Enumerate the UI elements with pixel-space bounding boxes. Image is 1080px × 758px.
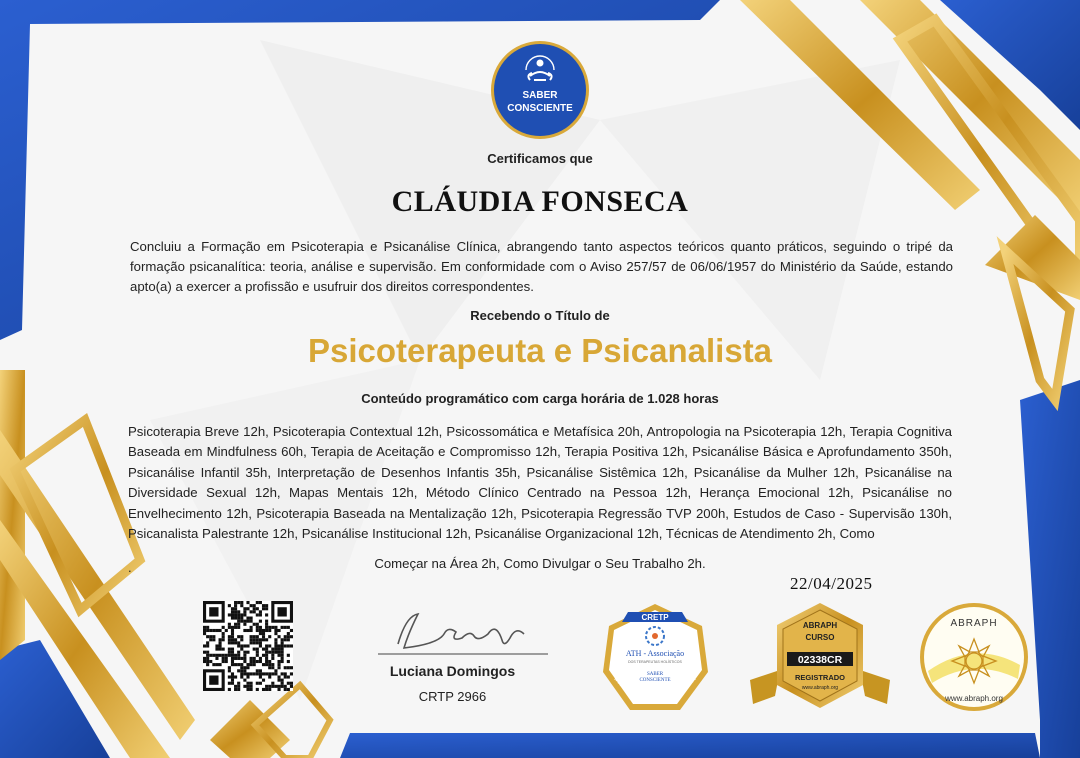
svg-text:www.abraph.org: www.abraph.org (801, 685, 839, 691)
intro-paragraph: Concluiu a Formação em Psicoterapia e Psicanálise Clínica, abrangendo tanto aspectos teóricos quanto práticos, seguindo o tripé da formação psicanalítica: teoria, análise e supervisão. Em conformidade com o Aviso 257/57 de 06/06/1957 do Ministério da Saúde, estando apto(a) a exercer a profissão e usufruir dos direitos correspondentes. (130, 239, 953, 294)
svg-text:SABER: SABER (646, 672, 664, 677)
svg-text:INSTITUIÇÃO CREDENCIADA: INSTITUIÇÃO CREDENCIADA (612, 675, 698, 706)
abraph-seal (918, 601, 1030, 713)
svg-text:REGISTRADO: REGISTRADO (794, 673, 846, 682)
svg-text:02338CR: 02338CR (797, 654, 843, 666)
svg-text:www.abraph.org: www.abraph.org (945, 694, 1003, 703)
qr-code[interactable] (203, 601, 293, 691)
stray-dot: . (128, 560, 132, 575)
saber-consciente-logo (490, 40, 590, 140)
signatory-registration: CRTP 2966 (418, 689, 487, 704)
svg-text:ABRAPH: ABRAPH (950, 618, 998, 629)
svg-text:CRETP: CRETP (641, 613, 669, 622)
abraph-course-badge (745, 600, 895, 715)
courses-list: Psicoterapia Breve 12h, Psicoterapia Contextual 12h, Psicossomática e Metafísica 20h, Antropologia na Psicoterapia 12h, Terapia Cognitiva Baseada em Mindfulness 60h, Terapia de Aceitação e Compromisso 12h, Terapia Positiva 12h, Psicanálise Básica e Aprofundamento 350h, Psicanálise Infantil 35h, Interpretação de Desenhos Infantis 35h, Psicanálise Sistêmica 12h, Psicanálise da Mulher 12h, Psicanálise na Diversidade Sexual 12h, Mapas Mentais 12h, Método Clínico Centrado na Pessoa 12h, Herança Emocional 12h, Psicanálise no Envelhecimento 12h, Psicoterapia Baseada na Mentalização 12h, Psicoterapia Regressão TVP 200h, Estudos de Caso - Supervisão 130h, Psicanalista Palestrante 12h, Psicanálise Institucional 12h, Psicanálise Organizacional 12h, Técnicas de Atendimento 2h, Como (128, 424, 952, 542)
courses-list-end: Começar na Área 2h, Como Divulgar o Seu Trabalho 2h. (374, 556, 706, 571)
recipient-name: CLÁUDIA FONSECA (391, 185, 689, 218)
svg-text:DOS TERAPEUTAS HOLÍSTICOS: DOS TERAPEUTAS HOLÍSTICOS (628, 660, 682, 664)
degree-title: Psicoterapeuta e Psicanalista (307, 332, 773, 369)
svg-text:ABRAPH: ABRAPH (802, 621, 838, 630)
certify-line: Certificamos que (487, 151, 593, 166)
title-lead: Recebendo o Título de (470, 308, 610, 323)
signatory-name: Luciana Domingos (389, 663, 516, 679)
svg-text:CONSCIENTE: CONSCIENTE (507, 103, 573, 114)
svg-text:ATH - Associação: ATH - Associação (625, 649, 685, 658)
program-heading: Conteúdo programático com carga horária de 1.028 horas (361, 391, 719, 406)
signature-image (378, 604, 548, 662)
svg-text:SABER: SABER (522, 90, 558, 101)
svg-text:CONSCIENTE: CONSCIENTE (639, 678, 671, 683)
cretp-accreditation-badge (598, 600, 713, 718)
issue-date: 22/04/2025 (790, 574, 873, 593)
svg-text:CURSO: CURSO (805, 633, 835, 642)
